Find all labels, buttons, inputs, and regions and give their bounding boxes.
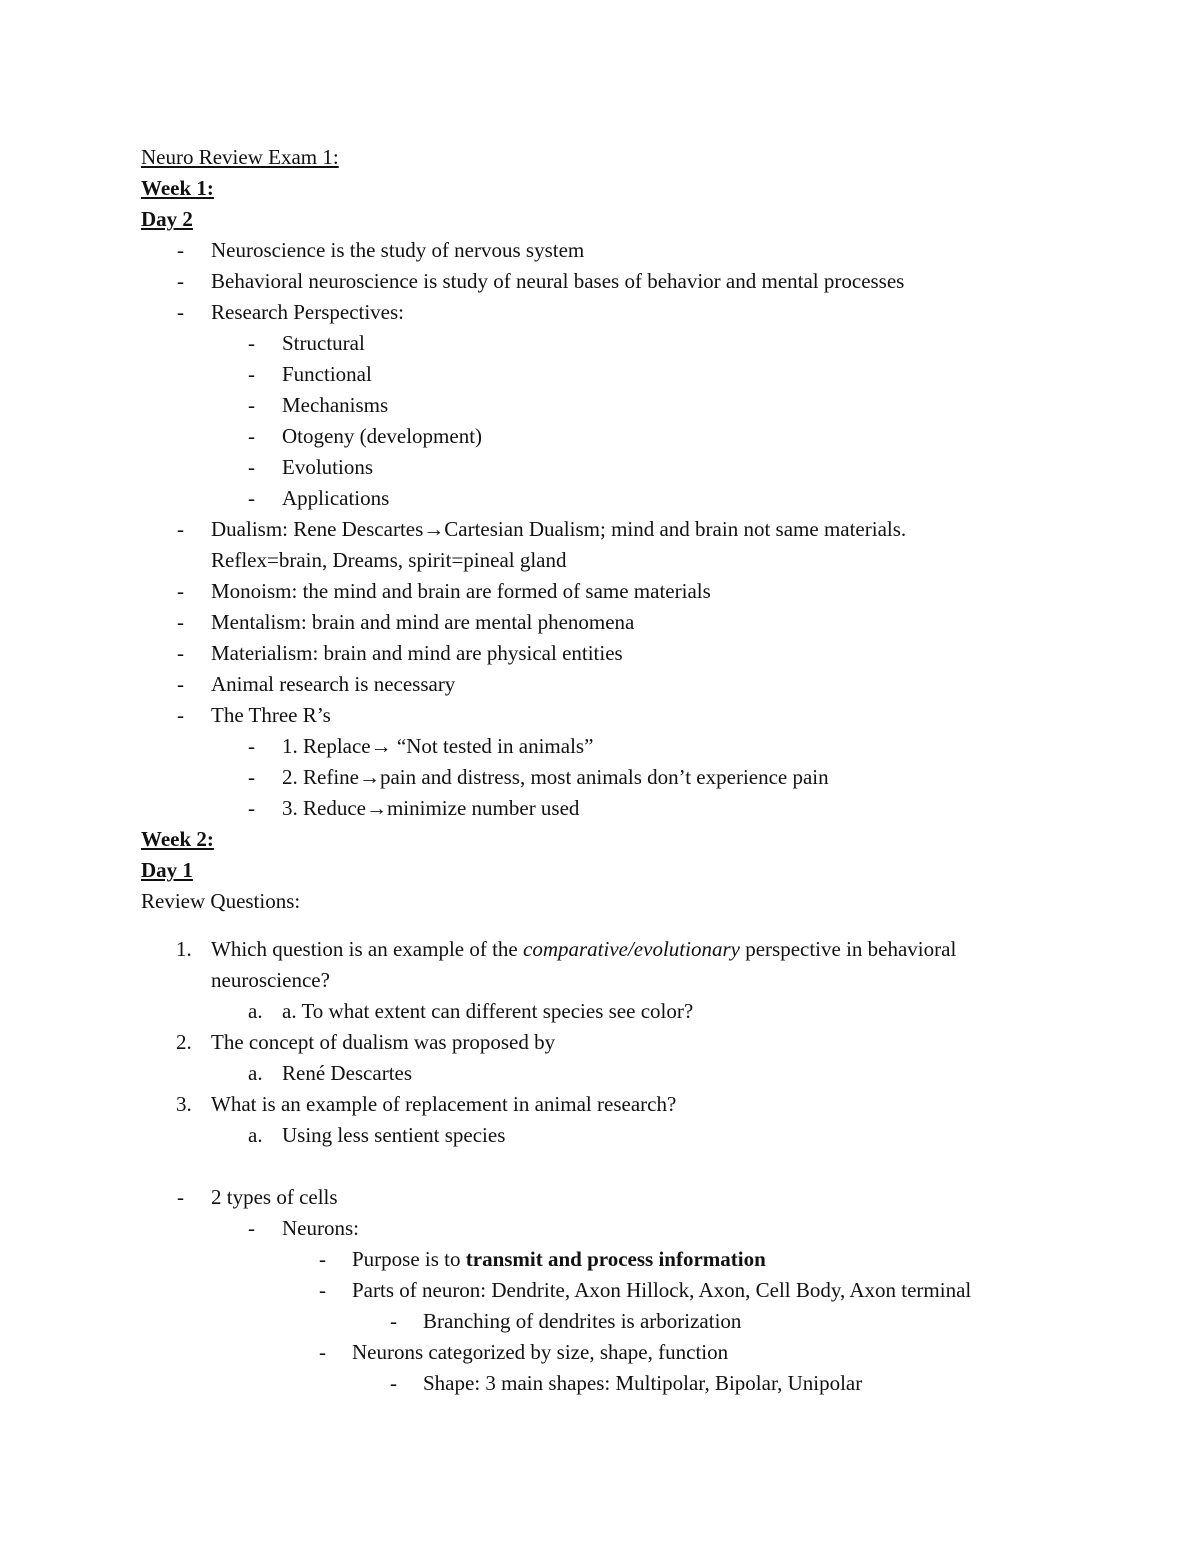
bullet-dash: - <box>319 1247 326 1271</box>
question-text: Which question is an example of the <box>211 937 523 961</box>
list-item: Neuroscience is the study of nervous system <box>211 238 585 262</box>
bullet-dash: - <box>248 734 255 758</box>
week2-heading: Week 2: <box>141 827 214 851</box>
bullet-dash: - <box>177 641 184 665</box>
document-title: Neuro Review Exam 1: <box>141 145 339 169</box>
question-2: The concept of dualism was proposed by <box>211 1030 556 1054</box>
bullet-dash: - <box>319 1340 326 1364</box>
list-item: Neurons categorized by size, shape, function <box>352 1340 729 1364</box>
bullet-dash: - <box>248 424 255 448</box>
list-item: 3. Reduce→minimize number used <box>282 796 580 820</box>
list-item: Behavioral neuroscience is study of neural bases of behavior and mental processes <box>211 269 905 293</box>
question-1-continuation: neuroscience? <box>211 968 330 992</box>
bullet-dash: - <box>319 1278 326 1302</box>
bullet-dash: - <box>248 1216 255 1240</box>
bullet-dash: - <box>248 393 255 417</box>
review-questions-label: Review Questions: <box>141 889 301 913</box>
bullet-dash: - <box>177 517 184 541</box>
list-item: Mentalism: brain and mind are mental phenomena <box>211 610 635 634</box>
bullet-dash: - <box>177 1185 184 1209</box>
bullet-dash: - <box>248 765 255 789</box>
list-item: 2 types of cells <box>211 1185 338 1209</box>
bullet-dash: - <box>177 238 184 262</box>
answer-letter: a. <box>248 1061 263 1085</box>
list-item: 1. Replace→ “Not tested in animals” <box>282 734 594 758</box>
bullet-dash: - <box>177 672 184 696</box>
question-number: 3. <box>176 1092 192 1116</box>
purpose-text: Purpose is to <box>352 1247 466 1271</box>
question-number: 2. <box>176 1030 192 1054</box>
list-item: Neurons: <box>282 1216 359 1240</box>
question-1 <box>211 937 956 962</box>
list-item: Dualism: Rene Descartes→Cartesian Dualism; mind and brain not same materials. <box>211 517 907 541</box>
question-text: perspective in behavioral <box>739 937 957 961</box>
question-emphasis: comparative/evolutionary <box>523 937 740 961</box>
list-item: Functional <box>282 362 372 386</box>
purpose-emphasis: transmit and process information <box>465 1247 766 1271</box>
bullet-dash: - <box>248 486 255 510</box>
list-item: Evolutions <box>282 455 374 479</box>
bullet-dash: - <box>177 269 184 293</box>
list-item: Shape: 3 main shapes: Multipolar, Bipolar, Unipolar <box>423 1371 863 1395</box>
answer-2: René Descartes <box>282 1061 413 1085</box>
list-item: 2. Refine→pain and distress, most animals don’t experience pain <box>282 765 829 789</box>
list-item: Structural <box>282 331 365 355</box>
answer-1: a. To what extent can different species see color? <box>282 999 694 1023</box>
week2-day1-heading: Day 1 <box>141 858 193 882</box>
bullet-dash: - <box>248 331 255 355</box>
list-item: Applications <box>282 486 390 510</box>
bullet-dash: - <box>177 703 184 727</box>
week1-day2-heading: Day 2 <box>141 207 193 231</box>
bullet-dash: - <box>177 579 184 603</box>
list-item: Monoism: the mind and brain are formed of same materials <box>211 579 711 603</box>
list-item: Otogeny (development) <box>282 424 483 448</box>
bullet-dash: - <box>390 1309 397 1333</box>
answer-letter: a. <box>248 999 263 1023</box>
question-3: What is an example of replacement in animal research? <box>211 1092 677 1116</box>
bullet-dash: - <box>248 455 255 479</box>
answer-3: Using less sentient species <box>282 1123 506 1147</box>
answer-letter: a. <box>248 1123 263 1147</box>
week1-heading: Week 1: <box>141 176 214 200</box>
list-item-continuation: Reflex=brain, Dreams, spirit=pineal gland <box>211 548 567 572</box>
list-item: Branching of dendrites is arborization <box>423 1309 742 1333</box>
list-item: Parts of neuron: Dendrite, Axon Hillock, Axon, Cell Body, Axon terminal <box>352 1278 972 1302</box>
list-item <box>352 1247 766 1272</box>
bullet-dash: - <box>248 362 255 386</box>
question-number: 1. <box>176 937 192 961</box>
list-item: Research Perspectives: <box>211 300 405 324</box>
bullet-dash: - <box>390 1371 397 1395</box>
list-item: The Three R’s <box>211 703 331 727</box>
bullet-dash: - <box>177 610 184 634</box>
bullet-dash: - <box>248 796 255 820</box>
list-item: Materialism: brain and mind are physical entities <box>211 641 623 665</box>
list-item: Mechanisms <box>282 393 389 417</box>
list-item: Animal research is necessary <box>211 672 456 696</box>
bullet-dash: - <box>177 300 184 324</box>
